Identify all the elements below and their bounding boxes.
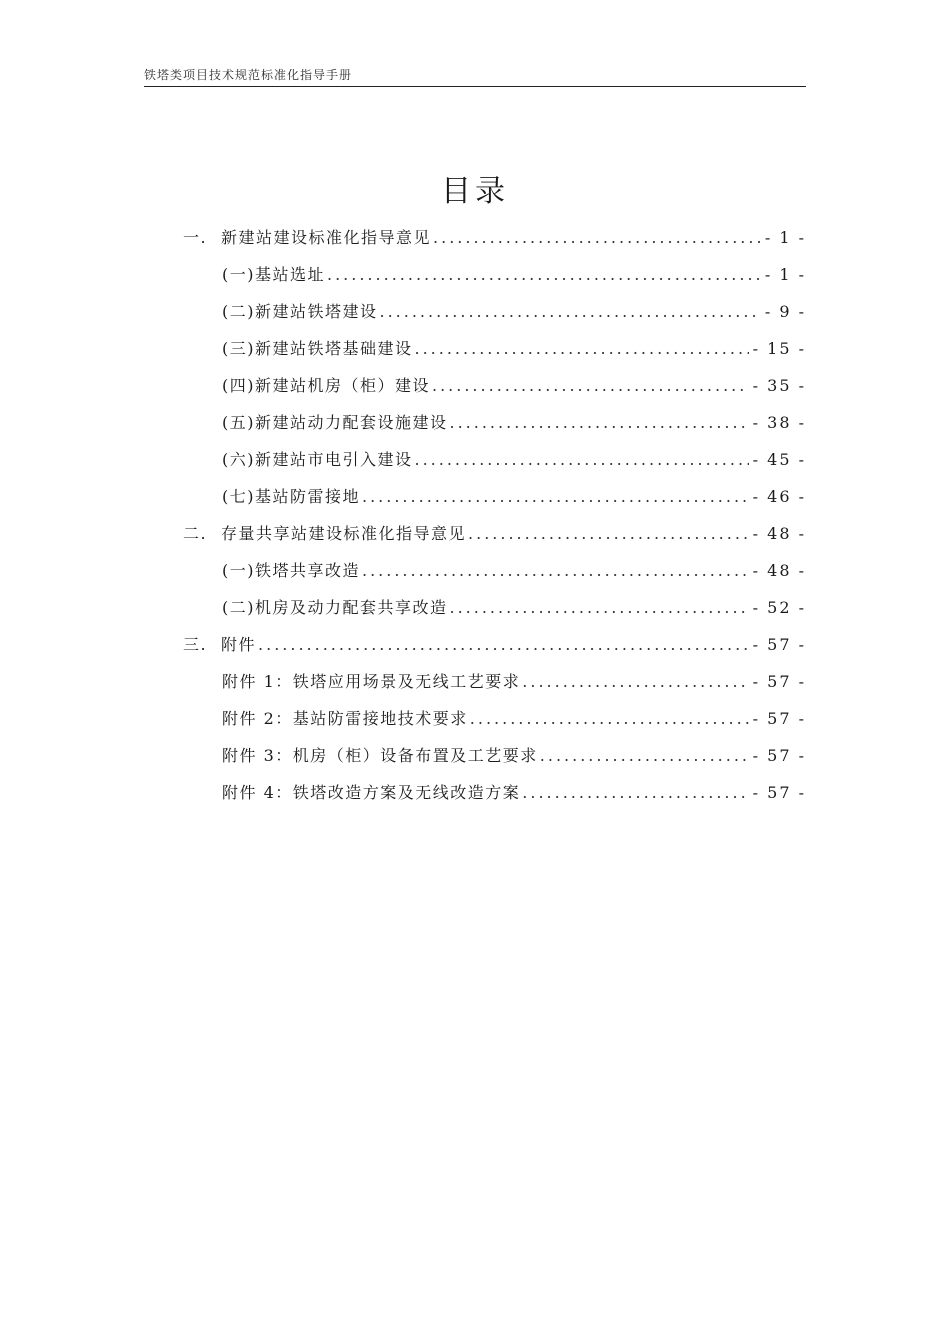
toc-dot-leader (520, 669, 748, 695)
toc-entry-label: 附件 2：基站防雷接地技术要求 (222, 709, 468, 728)
toc-entry-label: (一)铁塔共享改造 (222, 561, 360, 580)
toc-entry-section-3[interactable] (183, 632, 806, 658)
toc-entry-1-4[interactable] (222, 373, 806, 399)
toc-entry-label: 附件 1：铁塔应用场景及无线工艺要求 (222, 672, 521, 691)
toc-entry-section-1[interactable] (183, 225, 806, 251)
toc-entry-1-5[interactable] (222, 410, 806, 436)
toc-entry-attachment-3[interactable] (222, 743, 806, 769)
toc-dot-leader (466, 521, 749, 547)
page-header (144, 66, 806, 87)
toc-entry-page: - 52 - (752, 598, 806, 617)
toc-entry-attachment-4[interactable] (222, 780, 806, 806)
toc-entry-page: - 38 - (752, 413, 806, 432)
toc-entry-label: 附件 4：铁塔改造方案及无线改造方案 (222, 783, 521, 802)
toc-entry-page: - 57 - (752, 746, 806, 765)
toc-entry-number: 二. (183, 524, 208, 543)
toc-dot-leader (360, 558, 749, 584)
toc-dot-leader (325, 262, 761, 288)
toc-entry-label: 新建站建设标准化指导意见 (221, 228, 432, 247)
toc-entry-number: 一. (183, 228, 208, 247)
toc-dot-leader (520, 780, 748, 806)
toc-entry-page: - 1 - (764, 228, 806, 247)
toc-entry-attachment-2[interactable] (222, 706, 806, 732)
toc-entry-page: - 46 - (752, 487, 806, 506)
toc-dot-leader (378, 299, 761, 325)
toc-entry-label: 附件 (221, 635, 257, 654)
toc-entry-label: (六)新建站市电引入建设 (222, 450, 413, 469)
toc-entry-page: - 48 - (752, 561, 806, 580)
toc-dot-leader (413, 336, 749, 362)
toc-dot-leader (430, 373, 749, 399)
toc-dot-leader (468, 706, 749, 732)
toc-entry-label: (四)新建站机房（柜）建设 (222, 376, 430, 395)
toc-entry-1-3[interactable] (222, 336, 806, 362)
running-title: 铁塔类项目技术规范标准化指导手册 (144, 68, 353, 82)
toc-entry-page: - 15 - (752, 339, 806, 358)
toc-entry-1-7[interactable] (222, 484, 806, 510)
toc-entry-label: (五)新建站动力配套设施建设 (222, 413, 448, 432)
toc-entry-label: (二)机房及动力配套共享改造 (222, 598, 448, 617)
toc-entry-page: - 1 - (764, 265, 806, 284)
toc-entry-page: - 45 - (752, 450, 806, 469)
toc-entry-label: 存量共享站建设标准化指导意见 (221, 524, 467, 543)
toc-entry-1-6[interactable] (222, 447, 806, 473)
toc-entry-page: - 57 - (752, 783, 806, 802)
toc-entry-2-1[interactable] (222, 558, 806, 584)
toc-entry-page: - 9 - (764, 302, 806, 321)
toc-entry-page: - 35 - (752, 376, 806, 395)
toc-dot-leader (431, 225, 761, 251)
toc-dot-leader (256, 632, 749, 658)
toc-dot-leader (448, 595, 749, 621)
toc-entry-page: - 57 - (752, 672, 806, 691)
toc-entry-page: - 57 - (752, 635, 806, 654)
toc-entry-number: 三. (183, 635, 208, 654)
toc-title: 目录 (441, 174, 509, 209)
toc-dot-leader (360, 484, 749, 510)
toc-dot-leader (538, 743, 749, 769)
toc-entry-label: (一)基站选址 (222, 265, 325, 284)
toc-entry-2-2[interactable] (222, 595, 806, 621)
toc-entry-attachment-1[interactable] (222, 669, 806, 695)
toc-dot-leader (413, 447, 749, 473)
toc-entry-section-2[interactable] (183, 521, 806, 547)
toc-entry-page: - 57 - (752, 709, 806, 728)
toc-dot-leader (448, 410, 749, 436)
toc-entry-label: 附件 3：机房（柜）设备布置及工艺要求 (222, 746, 538, 765)
toc-entry-label: (三)新建站铁塔基础建设 (222, 339, 413, 358)
toc-entry-page: - 48 - (752, 524, 806, 543)
toc-entry-1-2[interactable] (222, 299, 806, 325)
toc-entry-label: (二)新建站铁塔建设 (222, 302, 378, 321)
toc-entry-1-1[interactable] (222, 262, 806, 288)
toc-entry-label: (七)基站防雷接地 (222, 487, 360, 506)
